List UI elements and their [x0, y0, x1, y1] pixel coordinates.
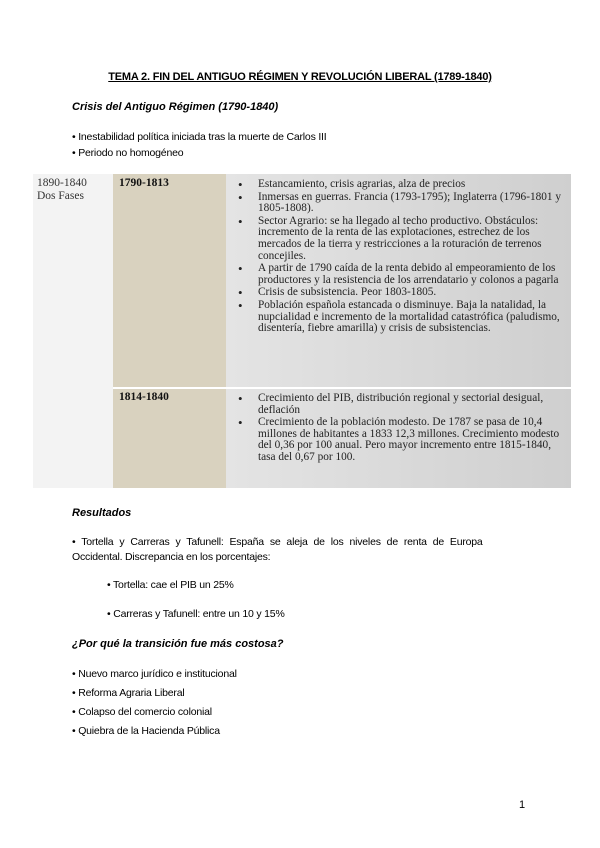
phase1-item: • Estancamiento, crisis agrarias, alza de precios — [234, 179, 566, 191]
why-bullet-2: • Reforma Agraria Liberal — [72, 687, 185, 699]
results-paragraph-line-2: Occidental. Discrepancia en los porcentajes: — [72, 551, 271, 563]
page-title: TEMA 2. FIN DEL ANTIGUO RÉGIMEN Y REVOLUCIÓN LIBERAL (1789-1840) — [108, 71, 492, 83]
phase2-years: 1814-1840 — [119, 391, 169, 403]
period-phases-label: Dos Fases — [37, 190, 84, 202]
section-heading-why: ¿Por qué la transición fue más costosa? — [72, 638, 284, 650]
results-sub-bullet-2: • Carreras y Tafunell: entre un 10 y 15% — [107, 608, 285, 620]
why-bullet-4: • Quiebra de la Hacienda Pública — [72, 725, 220, 737]
phase1-item: • Crisis de subsistencia. Peor 1803-1805. — [234, 287, 566, 299]
results-sub-bullet-1: • Tortella: cae el PIB un 25% — [107, 579, 234, 591]
phase1-item: • Población española estancada o disminuye. Baja la natalidad, la nupcialidad e incremento de la mortalidad catastrófica (paludismo, disentería, fiebre amarilla) y crisis de subsistencias. — [234, 300, 566, 335]
why-bullet-3: • Colapso del comercio colonial — [72, 706, 212, 718]
table-period-column — [33, 174, 113, 488]
results-paragraph-line-1: • Tortella y Carreras y Tafunell: España se aleja de los niveles de renta de Europa — [72, 536, 483, 548]
crisis-bullet-1: • Inestabilidad política iniciada tras la muerte de Carlos III — [72, 131, 327, 143]
crisis-bullet-2: • Periodo no homogéneo — [72, 147, 184, 159]
phase2-item: • Crecimiento del PIB, distribución regional y sectorial desigual, deflación — [234, 393, 566, 416]
phase1-item: • Sector Agrario: se ha llegado al techo productivo. Obstáculos: incremento de la renta de las explotaciones, estrechez de los mercados de la tierra y restricciones a la roturación de terrenos concejiles. — [234, 216, 566, 262]
phase1-list — [234, 179, 566, 336]
phase1-item: • A partir de 1790 caída de la renta debido al empeoramiento de los productores y la resistencia de los arrendatario y colonos a pagarla — [234, 263, 566, 286]
phases-table — [33, 174, 571, 488]
why-bullet-1: • Nuevo marco jurídico e institucional — [72, 668, 237, 680]
section-heading-crisis: Crisis del Antiguo Régimen (1790-1840) — [72, 101, 279, 113]
section-heading-results: Resultados — [72, 507, 132, 519]
phase1-item: • Inmersas en guerras. Francia (1793-1795); Inglaterra (1796-1801 y 1805-1808). — [234, 192, 566, 215]
period-range: 1890-1840 — [37, 177, 87, 189]
phase1-years: 1790-1813 — [119, 177, 169, 189]
page-number: 1 — [519, 799, 526, 811]
table-years-column — [113, 174, 226, 488]
phase2-item: • Crecimiento de la población modesto. De 1787 se pasa de 10,4 millones de habitantes a 1833 12,3 millones. Crecimiento modesto del 0,36 por 100 anual. Pero mayor incremento entre 1815-1840, tasa del 0,67 por 100. — [234, 417, 566, 463]
phase-divider — [113, 387, 571, 389]
phase2-list — [234, 393, 566, 465]
table-description-column — [226, 174, 571, 488]
